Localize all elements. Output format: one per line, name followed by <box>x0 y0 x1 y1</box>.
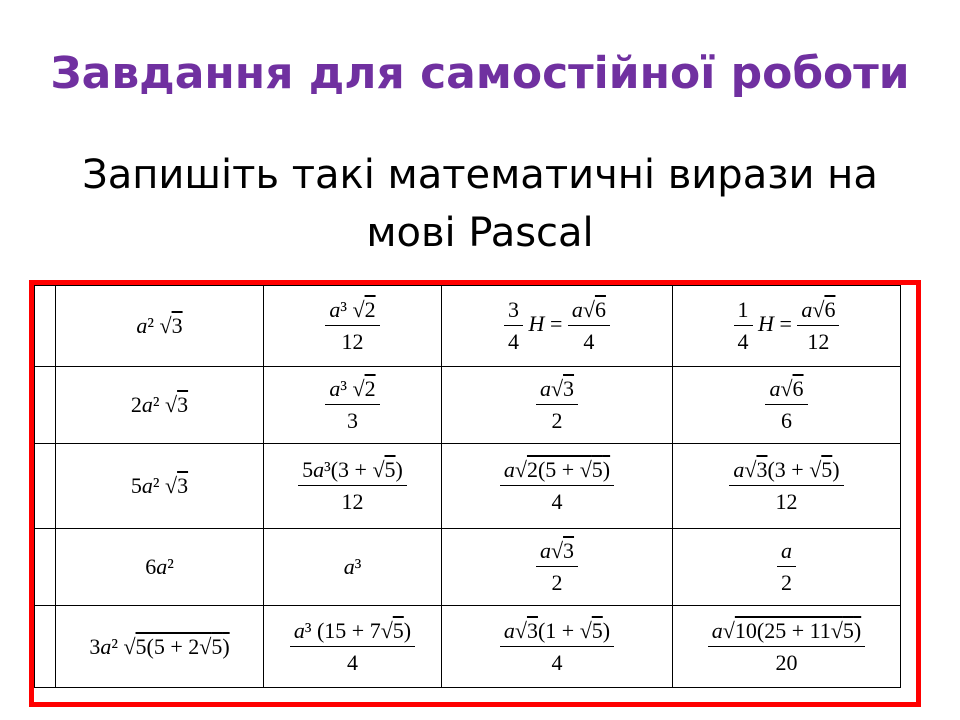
slide-subtitle: Запишіть такі математичні вирази на мові Pascal <box>82 152 878 256</box>
formula-table <box>34 285 901 688</box>
formula-cell: $\frac{a}{2}$ <box>673 529 901 606</box>
row-stub-cell <box>35 529 56 606</box>
formula-cell: $\frac{a√3}{2}$ <box>442 529 673 606</box>
formula-cell: $\frac{\text{a³ √2}}{3}$ <box>264 367 442 444</box>
formula-cell: $\frac{a√3(1 + √5)}{4}$ <box>442 606 673 688</box>
formula-cell: $\frac{a√6}{6}$ <box>673 367 901 444</box>
table-row <box>35 529 901 606</box>
formula-cell: 3a² √5(5 + 2√5) <box>56 606 264 688</box>
table-row <box>35 367 901 444</box>
row-stub-cell <box>35 606 56 688</box>
formula-cell: $\frac{3}{4}$ H = $\frac{a√6}{4}$ <box>442 286 673 367</box>
table-row <box>35 286 901 367</box>
formula-cell: a³ <box>264 529 442 606</box>
formula-cell: $\frac{\text{5a³(3 + √5)}}{12}$ <box>264 444 442 529</box>
formula-cell: $\frac{\text{a³ (15 + 7√5)}}{4}$ <box>264 606 442 688</box>
formula-table-frame <box>29 280 921 707</box>
row-stub-cell <box>35 367 56 444</box>
row-stub-cell <box>35 286 56 367</box>
formula-cell: 5a² √3 <box>56 444 264 529</box>
formula-cell: 2a² √3 <box>56 367 264 444</box>
formula-cell: $\frac{a√10(25 + 11√5)}{20}$ <box>673 606 901 688</box>
table-row <box>35 606 901 688</box>
formula-cell: $\frac{1}{4}$ H = $\frac{a√6}{12}$ <box>673 286 901 367</box>
formula-cell: $\frac{a√2(5 + √5)}{4}$ <box>442 444 673 529</box>
table-row <box>35 444 901 529</box>
formula-cell: $\frac{a√3(3 + √5)}{12}$ <box>673 444 901 529</box>
formula-cell: 6a² <box>56 529 264 606</box>
formula-cell: $\frac{\text{a³ √2}}{12}$ <box>264 286 442 367</box>
row-stub-cell <box>35 444 56 529</box>
formula-cell: $\frac{a√3}{2}$ <box>442 367 673 444</box>
formula-cell: a² √3 <box>56 286 264 367</box>
slide-title: Завдання для самостійної роботи <box>50 48 910 99</box>
